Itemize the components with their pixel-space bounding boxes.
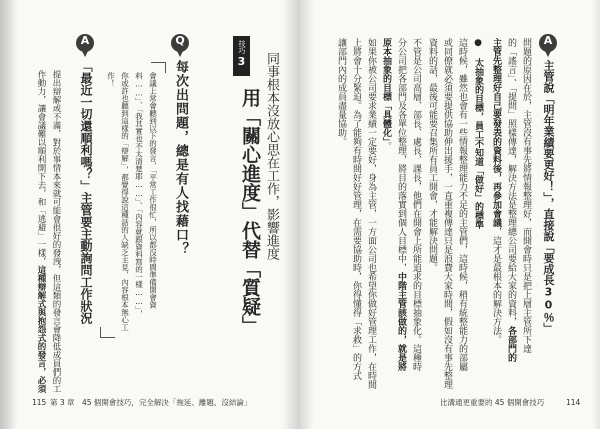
answer-heading: 「最近一切還順利嗎？」主管要主動詢問工作狀況 <box>79 60 93 324</box>
page-number-left: 115 <box>32 398 47 407</box>
body-column <box>351 38 361 380</box>
body-text: 上將會十分緊迫。為了能夠有時間好好管理，在需要協助時，你得懂得「求救」的方式 <box>351 38 361 380</box>
bullet-heading-text: ● 太抽象的目標，員工不知道「做好」的標準 <box>473 38 483 229</box>
body-text: 如果你被公司要求業績一定要好，身為主管，一方面公司也希望你做好管理工作，在時間 <box>366 38 376 389</box>
quote-column: 會議上常會聽到以下的發言，「平常工作很忙，所以都沒時間準備開會資 <box>148 72 158 309</box>
tip-number: 3 <box>237 55 246 68</box>
section-bullet-heading <box>473 38 483 229</box>
body-text: 不管是公司高層、部長、處長、課長，他們在開會上所能追求的目標抽象化。這種時 <box>411 38 421 371</box>
running-title-left: 45 個開會技巧，完全解決「拖延、離題、沒結論」 <box>82 398 252 407</box>
question-badge: Q <box>171 34 189 52</box>
body-column <box>396 38 406 371</box>
body-column <box>457 38 467 371</box>
answer-badge: A <box>76 34 94 52</box>
body-column <box>521 38 531 353</box>
body-column <box>381 38 391 151</box>
body-text-bold: 主管先整理好自己要發表的資料後，再參加會議 <box>491 38 501 227</box>
body-column <box>51 70 61 393</box>
answer-badge: A <box>539 34 557 52</box>
body-column <box>366 38 376 389</box>
quote-column: 作！ <box>106 72 116 87</box>
body-column <box>427 38 437 272</box>
tip-heading: 用「關心進度」代替「質疑」 <box>239 88 261 335</box>
quote-column: 料……」、「我其實也不太清楚耶……」、「內容就跟資料寫的一樣……」， <box>134 72 144 318</box>
body-text-bold: 這種辯解式與抱怨式的發言，必須 <box>36 265 46 393</box>
body-column <box>336 38 346 146</box>
tip-label: 技巧 <box>238 40 246 54</box>
body-text-bold: 中階主管該做的，就是將 <box>396 272 406 371</box>
body-column <box>442 38 452 389</box>
body-text: 讓部門內的成員盡量協助。 <box>336 38 346 146</box>
page-edge-shadow-right <box>592 0 600 429</box>
spine-shadow-right <box>300 0 314 429</box>
quote-column: 你或許也聽到這樣的「辯解」，都覺得說這種話的人缺乏主見，內容根本無心工 <box>120 72 130 331</box>
page-number-right: 114 <box>566 398 581 407</box>
answer-heading: 主管說「明年業績要更好！」，直接說「要成長30％」 <box>542 60 555 334</box>
body-text: 提出辯解或不滿，對於事情本來就可能會很好的發洩，但這類的發言會降低成員們的工 <box>51 70 61 393</box>
body-text: 。 <box>381 141 391 151</box>
body-text-bold: 原本抽象的目標「具體化」 <box>381 38 391 142</box>
page-edge-shadow <box>0 0 18 429</box>
question-heading: 每次出問題，總是有人找藉口？ <box>173 60 188 256</box>
spine-shadow-left <box>282 0 300 429</box>
body-column <box>411 38 421 371</box>
body-text: 這時候，雖然也會有一些情報整理能力不足的主管們，這時候，稍有統整能力的部屬 <box>457 38 467 371</box>
body-text: 資料的話，最後可能要召集所有員工開會，才能解決問題。 <box>427 38 437 272</box>
body-text: 問題的原因在於，主管沒有事先將情報整理好，而開會時只是把上層主管所下達 <box>521 38 531 353</box>
body-text: 或同僚就必須要提供協助伸出援手，一直重複傳達只是浪費大家時間，假如沒有事先整理 <box>442 38 452 389</box>
tip-label-box <box>233 36 250 76</box>
body-text: 的「謠言」、「提問」照樣傳達，解決方法是整理總公司要給大家的資料， <box>506 38 516 326</box>
body-text: 作動力，讓會議難以順利開下去，和「逃避」一樣， <box>36 70 46 266</box>
chapter-label: 第 3 章 <box>50 398 75 407</box>
body-column <box>36 70 46 393</box>
body-column <box>491 38 501 344</box>
tip-subheading: 同事根本沒放心思在工作，影響進度 <box>264 52 279 260</box>
body-text: ，這才是最根本的解決方法。 <box>491 227 501 344</box>
body-column <box>506 38 516 362</box>
running-title-right: 比溝通更重要的 45 個開會技巧 <box>440 398 545 407</box>
body-text-bold: 各部門的 <box>506 326 516 362</box>
body-text: 分公司把各部門及各單位整理，將目的落實到個人目標中， <box>396 38 406 272</box>
